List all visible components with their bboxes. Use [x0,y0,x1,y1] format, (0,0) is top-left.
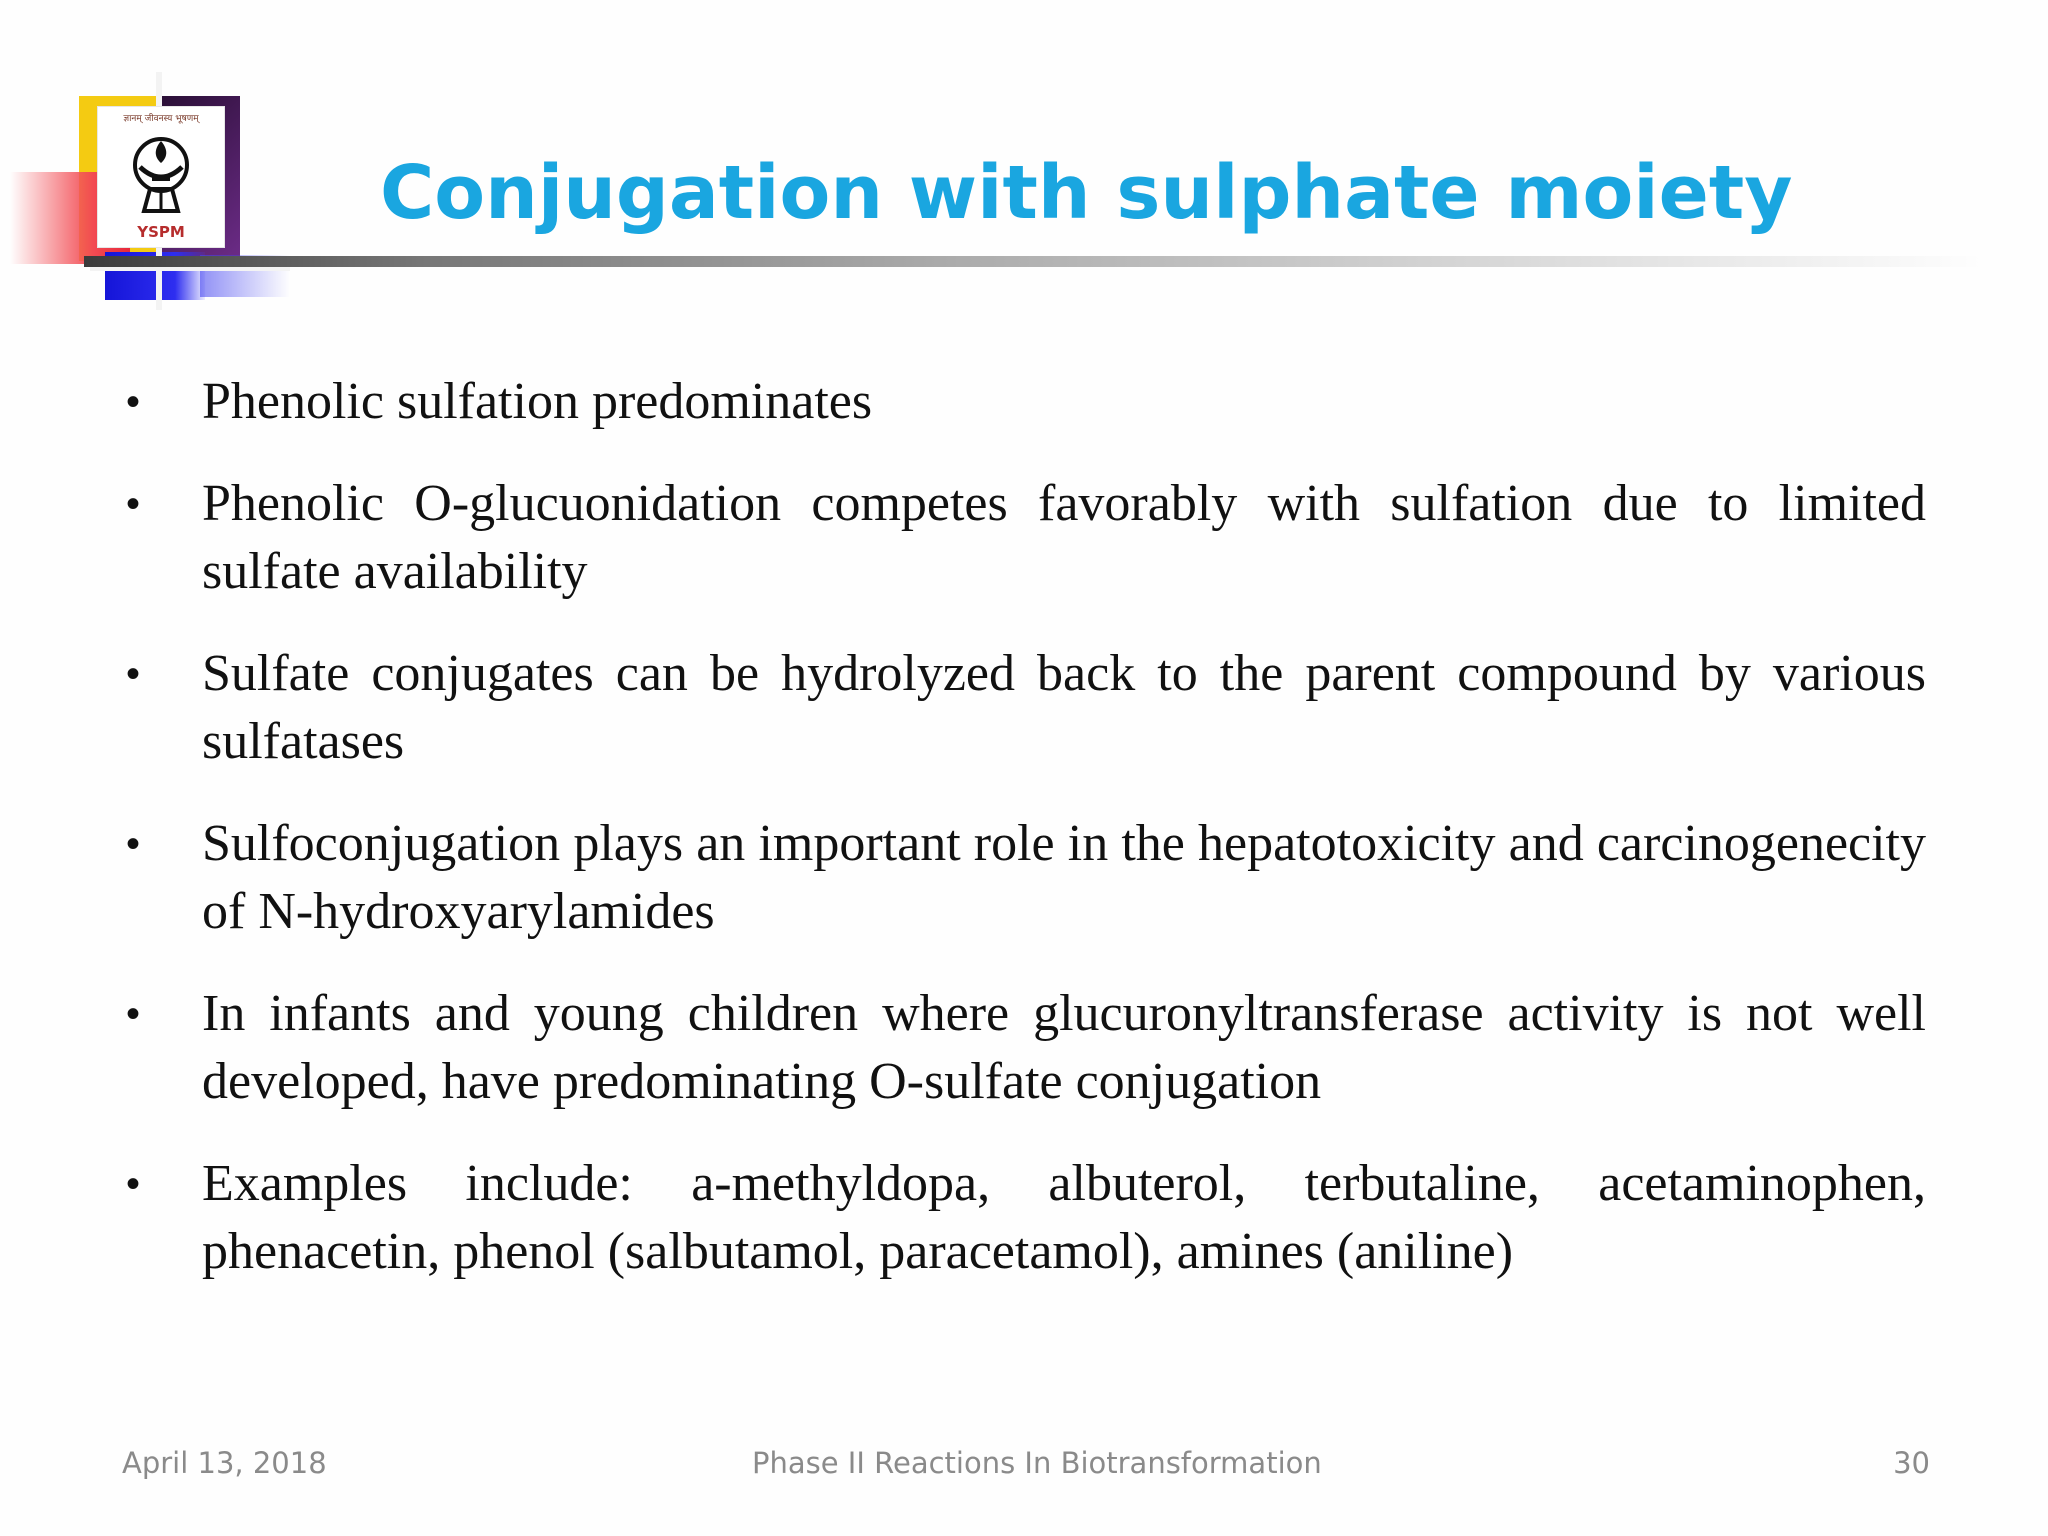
bullet-text: In infants and young children where glucuronyltransferase activity is not well developed, have predominating O-sulfate conjugation [202,985,1926,1110]
bullet-text: Sulfate conjugates can be hydrolyzed back to the parent compound by various sulfatases [202,645,1926,770]
list-item [118,470,1926,606]
bullet-text: Examples include: a-methyldopa, albuterol, terbutaline, acetaminophen, phenacetin, phenol (salbutamol, paracetamol), amines (aniline) [202,1155,1926,1280]
list-item [118,810,1926,946]
footer-date: April 13, 2018 [122,1446,327,1480]
logo-text: YSPM [137,223,185,241]
bullet-icon: • [125,1162,140,1206]
list-item [118,1150,1926,1286]
slide-title: Conjugation with sulphate moiety [380,150,1793,236]
list-item [118,980,1926,1116]
bullet-icon: • [125,992,140,1036]
bullet-text: Phenolic sulfation predominates [202,373,873,430]
bullet-icon: • [125,482,140,526]
institution-logo [97,106,225,248]
bullet-text: Phenolic O-glucuonidation competes favorably with sulfation due to limited sulfate availability [202,475,1926,600]
bullet-text: Sulfoconjugation plays an important role in the hepatotoxicity and carcinogenecity of N-hydroxyarylamides [202,815,1926,940]
lamp-emblem-icon [116,131,206,221]
title-underline [84,256,1984,267]
logo-motto: ज्ञानम् जीवनस्य भूषणम् [123,114,199,124]
page-number: 30 [1893,1446,1930,1480]
footer-title: Phase II Reactions In Biotransformation [752,1446,1322,1480]
bullet-icon: • [125,822,140,866]
bullet-icon: • [125,380,140,424]
bullet-icon: • [125,652,140,696]
bullet-list [118,368,1926,1320]
list-item [118,640,1926,776]
list-item [118,368,1926,436]
